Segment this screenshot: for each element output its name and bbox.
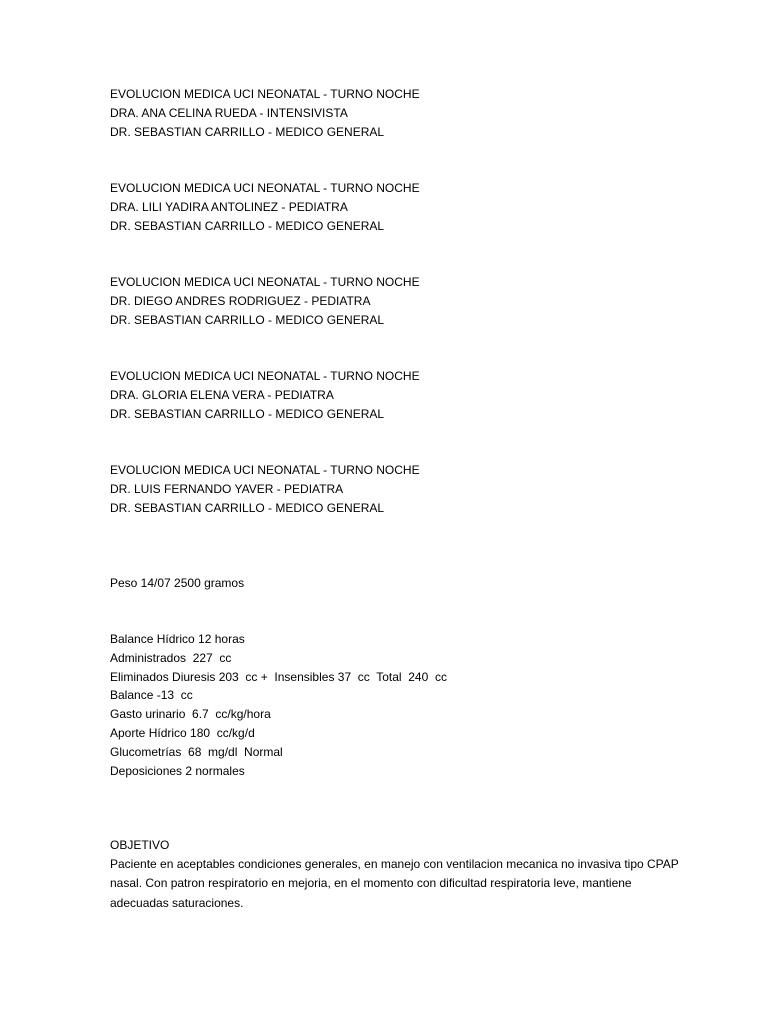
block-general-doctor: DR. SEBASTIAN CARRILLO - MEDICO GENERAL xyxy=(110,124,385,139)
header-block-2 xyxy=(110,179,690,235)
header-block-4 xyxy=(110,367,690,423)
block-doctor: DRA. LILI YADIRA ANTOLINEZ - PEDIATRA xyxy=(110,199,348,214)
weight-block xyxy=(110,574,690,593)
header-block-5 xyxy=(110,461,690,517)
block-title: EVOLUCION MEDICA UCI NEONATAL - TURNO NOCHE xyxy=(110,463,420,477)
block-doctor: DRA. ANA CELINA RUEDA - INTENSIVISTA xyxy=(110,105,348,120)
balance-line: Balance -13 cc xyxy=(110,688,193,703)
block-doctor: DR. LUIS FERNANDO YAVER - PEDIATRA xyxy=(110,481,344,496)
block-general-doctor: DR. SEBASTIAN CARRILLO - MEDICO GENERAL xyxy=(110,406,385,421)
header-block-3 xyxy=(110,273,690,329)
block-general-doctor: DR. SEBASTIAN CARRILLO - MEDICO GENERAL xyxy=(110,500,385,515)
objective-text: Paciente en aceptables condiciones generales, en manejo con ventilacion mecanica no invasiva tipo CPAP nasal. Con patron respiratorio en mejoria, en el momento con dificultad respiratoria leve, mantiene adecuadas saturaciones. xyxy=(110,856,679,910)
glucometry-line: Glucometrías 68 mg/dl Normal xyxy=(110,744,283,759)
block-title: EVOLUCION MEDICA UCI NEONATAL - TURNO NOCHE xyxy=(110,275,420,289)
block-title: EVOLUCION MEDICA UCI NEONATAL - TURNO NOCHE xyxy=(110,181,420,195)
fluid-balance-block xyxy=(110,630,690,780)
block-general-doctor: DR. SEBASTIAN CARRILLO - MEDICO GENERAL xyxy=(110,218,385,233)
block-title: EVOLUCION MEDICA UCI NEONATAL - TURNO NOCHE xyxy=(110,369,420,383)
objective-block xyxy=(110,836,690,913)
weight-line: Peso 14/07 2500 gramos xyxy=(110,576,245,590)
eliminated-line: Eliminados Diuresis 203 cc + Insensibles 37 cc Total 240 cc xyxy=(110,669,447,684)
block-title: EVOLUCION MEDICA UCI NEONATAL - TURNO NOCHE xyxy=(110,87,420,101)
fluid-intake-line: Aporte Hídrico 180 cc/kg/d xyxy=(110,725,255,740)
block-general-doctor: DR. SEBASTIAN CARRILLO - MEDICO GENERAL xyxy=(110,312,385,327)
objective-title: OBJETIVO xyxy=(110,838,170,852)
header-block-1 xyxy=(110,85,690,141)
balance-title: Balance Hídrico 12 horas xyxy=(110,632,245,646)
block-doctor: DR. DIEGO ANDRES RODRIGUEZ - PEDIATRA xyxy=(110,293,371,308)
administered-line: Administrados 227 cc xyxy=(110,650,232,665)
stools-line: Deposiciones 2 normales xyxy=(110,763,245,778)
urinary-output-line: Gasto urinario 6.7 cc/kg/hora xyxy=(110,707,271,722)
block-doctor: DRA. GLORIA ELENA VERA - PEDIATRA xyxy=(110,387,334,402)
